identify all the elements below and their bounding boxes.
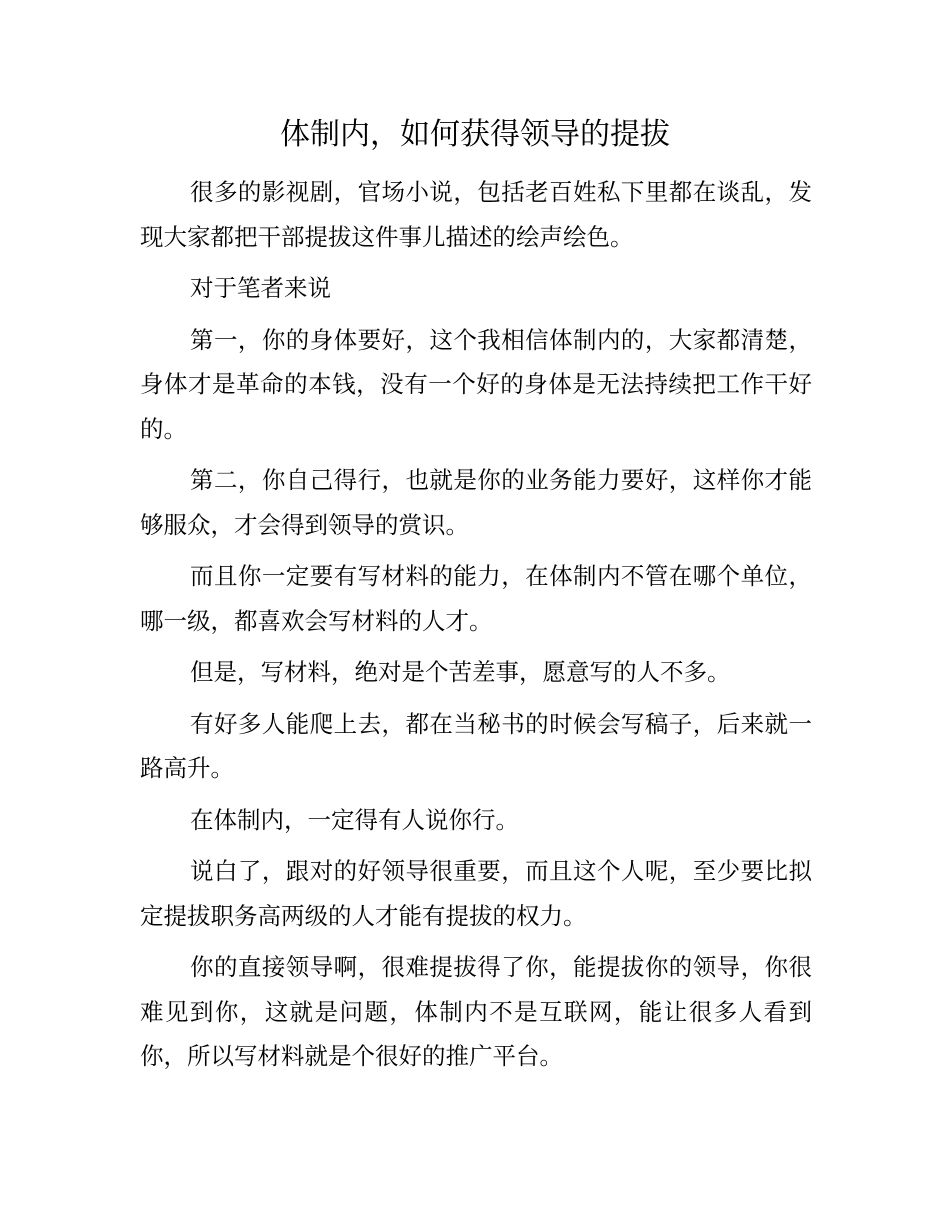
paragraph: 第二，你自己得行，也就是你的业务能力要好，这样你才能够服众，才会得到领导的赏识。 — [140, 466, 812, 539]
paragraph: 你的直接领导啊，很难提拔得了你，能提拔你的领导，你很难见到你，这就是问题，体制内不是互联网，能让很多人看到你，所以写材料就是个很好的推广平台。 — [140, 953, 812, 1070]
paragraph: 很多的影视剧，官场小说，包括老百姓私下里都在谈乱，发现大家都把干部提拔这件事儿描述的绘声绘色。 — [140, 178, 812, 251]
paragraph: 说白了，跟对的好领导很重要，而且这个人呢，至少要比拟定提拔职务高两级的人才能有提拔的权力。 — [140, 857, 812, 930]
paragraph: 有好多人能爬上去，都在当秘书的时候会写稿子，后来就一路高升。 — [140, 709, 812, 782]
document-body — [140, 170, 812, 1086]
paragraph: 而且你一定要有写材料的能力，在体制内不管在哪个单位，哪一级，都喜欢会写材料的人才。 — [140, 562, 812, 635]
document-title: 体制内，如何获得领导的提拔 — [280, 117, 670, 152]
paragraph: 第一，你的身体要好，这个我相信体制内的，大家都清楚，身体才是革命的本钱，没有一个好的身体是无法持续把工作干好的。 — [140, 325, 812, 443]
paragraph: 在体制内，一定得有人说你行。 — [190, 805, 519, 834]
paragraph: 对于笔者来说 — [190, 274, 331, 302]
paragraph: 但是，写材料，绝对是个苦差事，愿意写的人不多。 — [190, 658, 731, 686]
